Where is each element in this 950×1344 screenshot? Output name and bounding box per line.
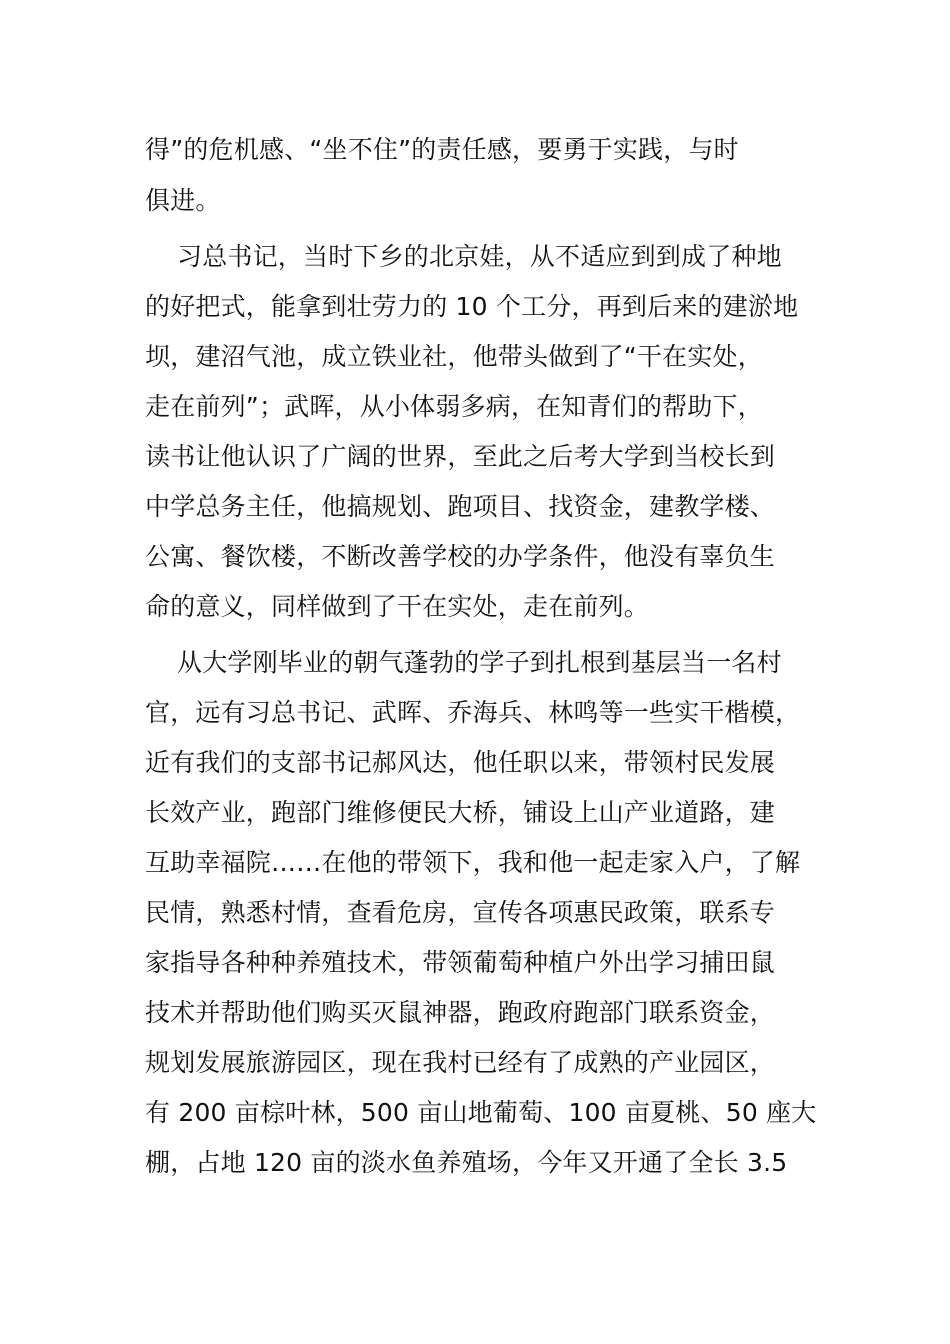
text-line: 得”的危机感、“坐不住”的责任感，要勇于实践，与时 xyxy=(145,135,739,164)
text-line: 走在前列”；武晖，从小体弱多病，在知青们的帮助下， xyxy=(145,392,763,421)
text-line: 规划发展旅游园区，现在我村已经有了成熟的产业园区， xyxy=(145,1048,776,1077)
text-line: 命的意义，同样做到了干在实处，走在前列。 xyxy=(145,592,650,621)
text-line: 中学总务主任，他搞规划、跑项目、找资金，建教学楼、 xyxy=(145,492,776,521)
text-line: 棚，占地 120 亩的淡水鱼养殖场，今年又开通了全长 3.5 xyxy=(145,1148,788,1177)
text-line: 的好把式，能拿到壮劳力的 10 个工分，再到后来的建淤地 xyxy=(145,292,799,321)
text-line: 从大学刚毕业的朝气蓬勃的学子到扎根到基层当一名村 xyxy=(177,648,782,677)
text-line: 家指导各种种养殖技术，带领葡萄种植户外出学习捕田鼠 xyxy=(145,948,776,977)
text-line: 民情，熟悉村情，查看危房，宣传各项惠民政策，联系专 xyxy=(145,898,776,927)
text-line: 读书让他认识了广阔的世界，至此之后考大学到当校长到 xyxy=(145,442,776,471)
text-line: 俱进。 xyxy=(145,186,221,215)
text-line: 公寓、餐饮楼，不断改善学校的办学条件，他没有辜负生 xyxy=(145,542,776,571)
text-line: 官，远有习总书记、武晖、乔海兵、林鸣等一些实干楷模， xyxy=(145,698,801,727)
text-line: 互助幸福院……在他的带领下，我和他一起走家入户，了解 xyxy=(145,848,801,877)
text-line: 有 200 亩棕叶林，500 亩山地葡萄、100 亩夏桃、50 座大 xyxy=(145,1098,817,1127)
text-line: 长效产业，跑部门维修便民大桥，铺设上山产业道路，建 xyxy=(145,798,776,827)
text-line: 近有我们的支部书记郝风达，他任职以来，带领村民发展 xyxy=(145,748,776,777)
text-line: 坝，建沼气池，成立铁业社，他带头做到了“干在实处， xyxy=(145,342,763,371)
text-line: 习总书记，当时下乡的北京娃，从不适应到到成了种地 xyxy=(177,242,782,271)
text-line: 技术并帮助他们购买灭鼠神器，跑政府跑部门联系资金， xyxy=(145,998,776,1027)
